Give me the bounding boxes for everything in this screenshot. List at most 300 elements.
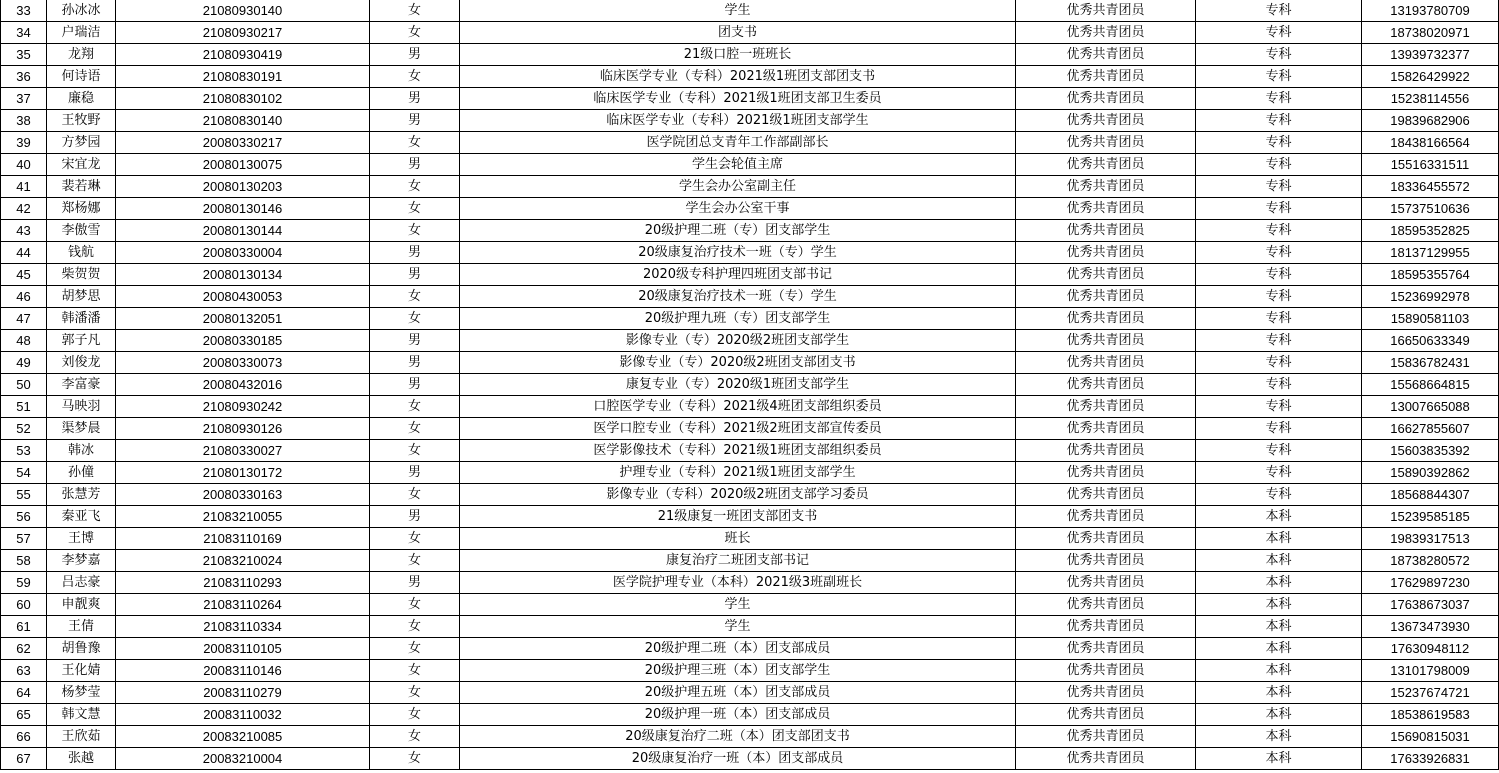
- cell-student-id: 20080432016: [116, 374, 370, 396]
- cell-position: 21级康复一班团支部团支书: [460, 506, 1016, 528]
- cell-gender: 女: [370, 484, 460, 506]
- cell-name: 龙翔: [47, 44, 116, 66]
- cell-student-id: 21080930217: [116, 22, 370, 44]
- cell-level: 本科: [1196, 528, 1362, 550]
- table-row: [1, 748, 1499, 770]
- cell-gender: 女: [370, 704, 460, 726]
- cell-index: 66: [1, 726, 47, 748]
- cell-level: 专科: [1196, 374, 1362, 396]
- cell-honor: 优秀共青团员: [1016, 176, 1196, 198]
- cell-phone: 18137129955: [1362, 242, 1499, 264]
- cell-student-id: 21083210055: [116, 506, 370, 528]
- cell-phone: 18595355764: [1362, 264, 1499, 286]
- cell-name: 杨梦莹: [47, 682, 116, 704]
- cell-position: 影像专业（专）2020级2班团支部团支书: [460, 352, 1016, 374]
- cell-level: 专科: [1196, 440, 1362, 462]
- cell-index: 46: [1, 286, 47, 308]
- cell-index: 35: [1, 44, 47, 66]
- cell-index: 63: [1, 660, 47, 682]
- cell-position: 临床医学专业（专科）2021级1班团支部学生: [460, 110, 1016, 132]
- cell-gender: 女: [370, 286, 460, 308]
- cell-honor: 优秀共青团员: [1016, 88, 1196, 110]
- cell-level: 本科: [1196, 682, 1362, 704]
- cell-gender: 女: [370, 198, 460, 220]
- cell-honor: 优秀共青团员: [1016, 682, 1196, 704]
- cell-honor: 优秀共青团员: [1016, 528, 1196, 550]
- cell-position: 20级护理二班（专）团支部学生: [460, 220, 1016, 242]
- table-row: [1, 374, 1499, 396]
- cell-student-id: 21080930126: [116, 418, 370, 440]
- cell-index: 59: [1, 572, 47, 594]
- cell-name: 王化婧: [47, 660, 116, 682]
- cell-position: 影像专业（专）2020级2班团支部学生: [460, 330, 1016, 352]
- cell-honor: 优秀共青团员: [1016, 198, 1196, 220]
- cell-student-id: 21083110334: [116, 616, 370, 638]
- table-row: [1, 22, 1499, 44]
- cell-index: 40: [1, 154, 47, 176]
- cell-gender: 男: [370, 264, 460, 286]
- cell-level: 专科: [1196, 286, 1362, 308]
- cell-phone: 15516331511: [1362, 154, 1499, 176]
- table-row: [1, 440, 1499, 462]
- cell-student-id: 20083210004: [116, 748, 370, 770]
- cell-honor: 优秀共青团员: [1016, 726, 1196, 748]
- cell-position: 学生: [460, 0, 1016, 22]
- cell-student-id: 20083110279: [116, 682, 370, 704]
- cell-position: 20级康复治疗一班（本）团支部成员: [460, 748, 1016, 770]
- cell-level: 专科: [1196, 0, 1362, 22]
- cell-name: 钱航: [47, 242, 116, 264]
- table-row: [1, 110, 1499, 132]
- cell-student-id: 20080130146: [116, 198, 370, 220]
- cell-level: 专科: [1196, 396, 1362, 418]
- cell-name: 廉稳: [47, 88, 116, 110]
- cell-gender: 男: [370, 330, 460, 352]
- cell-student-id: 20080130203: [116, 176, 370, 198]
- cell-student-id: 21083110293: [116, 572, 370, 594]
- cell-gender: 男: [370, 572, 460, 594]
- cell-level: 本科: [1196, 506, 1362, 528]
- table-row: [1, 704, 1499, 726]
- cell-phone: 15237674721: [1362, 682, 1499, 704]
- cell-student-id: 20080430053: [116, 286, 370, 308]
- cell-student-id: 21080930419: [116, 44, 370, 66]
- table-row: [1, 352, 1499, 374]
- cell-level: 专科: [1196, 352, 1362, 374]
- cell-index: 64: [1, 682, 47, 704]
- cell-position: 医学院团总支青年工作部副部长: [460, 132, 1016, 154]
- cell-name: 胡梦思: [47, 286, 116, 308]
- cell-student-id: 20080132051: [116, 308, 370, 330]
- cell-phone: 15603835392: [1362, 440, 1499, 462]
- cell-index: 34: [1, 22, 47, 44]
- cell-level: 专科: [1196, 154, 1362, 176]
- cell-gender: 男: [370, 88, 460, 110]
- cell-index: 65: [1, 704, 47, 726]
- table-row: [1, 308, 1499, 330]
- cell-phone: 18595352825: [1362, 220, 1499, 242]
- cell-gender: 女: [370, 660, 460, 682]
- table-row: [1, 88, 1499, 110]
- cell-phone: 19839682906: [1362, 110, 1499, 132]
- cell-phone: 13673473930: [1362, 616, 1499, 638]
- cell-level: 专科: [1196, 198, 1362, 220]
- cell-position: 医学影像技术（专科）2021级1班团支部组织委员: [460, 440, 1016, 462]
- cell-phone: 13939732377: [1362, 44, 1499, 66]
- cell-phone: 13007665088: [1362, 396, 1499, 418]
- table-row: [1, 462, 1499, 484]
- cell-position: 团支书: [460, 22, 1016, 44]
- cell-student-id: 21080830102: [116, 88, 370, 110]
- cell-honor: 优秀共青团员: [1016, 308, 1196, 330]
- cell-phone: 15236992978: [1362, 286, 1499, 308]
- cell-student-id: 21083110169: [116, 528, 370, 550]
- cell-student-id: 20080130144: [116, 220, 370, 242]
- cell-gender: 女: [370, 682, 460, 704]
- cell-gender: 女: [370, 440, 460, 462]
- cell-level: 专科: [1196, 22, 1362, 44]
- cell-honor: 优秀共青团员: [1016, 638, 1196, 660]
- cell-student-id: 21080330027: [116, 440, 370, 462]
- cell-gender: 女: [370, 616, 460, 638]
- cell-phone: 15890581103: [1362, 308, 1499, 330]
- cell-student-id: 20080330073: [116, 352, 370, 374]
- cell-position: 学生会办公室副主任: [460, 176, 1016, 198]
- cell-name: 韩冰: [47, 440, 116, 462]
- cell-honor: 优秀共青团员: [1016, 396, 1196, 418]
- cell-index: 57: [1, 528, 47, 550]
- cell-student-id: 21083210024: [116, 550, 370, 572]
- cell-student-id: 21080830140: [116, 110, 370, 132]
- cell-index: 61: [1, 616, 47, 638]
- cell-phone: 17633926831: [1362, 748, 1499, 770]
- cell-level: 专科: [1196, 484, 1362, 506]
- cell-position: 20级康复治疗二班（本）团支部团支书: [460, 726, 1016, 748]
- cell-level: 专科: [1196, 110, 1362, 132]
- cell-gender: 男: [370, 462, 460, 484]
- cell-gender: 女: [370, 132, 460, 154]
- cell-index: 33: [1, 0, 47, 22]
- cell-position: 20级护理九班（专）团支部学生: [460, 308, 1016, 330]
- cell-honor: 优秀共青团员: [1016, 374, 1196, 396]
- cell-name: 李梦嘉: [47, 550, 116, 572]
- cell-position: 班长: [460, 528, 1016, 550]
- cell-honor: 优秀共青团员: [1016, 44, 1196, 66]
- cell-phone: 17638673037: [1362, 594, 1499, 616]
- cell-level: 本科: [1196, 594, 1362, 616]
- cell-position: 临床医学专业（专科）2021级1班团支部卫生委员: [460, 88, 1016, 110]
- cell-position: 20级护理五班（本）团支部成员: [460, 682, 1016, 704]
- cell-level: 专科: [1196, 418, 1362, 440]
- cell-name: 裴若琳: [47, 176, 116, 198]
- cell-position: 20级护理三班（本）团支部学生: [460, 660, 1016, 682]
- cell-honor: 优秀共青团员: [1016, 352, 1196, 374]
- cell-honor: 优秀共青团员: [1016, 154, 1196, 176]
- cell-index: 37: [1, 88, 47, 110]
- cell-student-id: 20083110105: [116, 638, 370, 660]
- cell-phone: 16627855607: [1362, 418, 1499, 440]
- cell-index: 52: [1, 418, 47, 440]
- cell-index: 51: [1, 396, 47, 418]
- cell-position: 护理专业（专科）2021级1班团支部学生: [460, 462, 1016, 484]
- cell-gender: 男: [370, 110, 460, 132]
- cell-level: 专科: [1196, 242, 1362, 264]
- cell-level: 专科: [1196, 330, 1362, 352]
- cell-level: 专科: [1196, 132, 1362, 154]
- cell-position: 康复治疗二班团支部书记: [460, 550, 1016, 572]
- cell-phone: 15239585185: [1362, 506, 1499, 528]
- cell-phone: 15238114556: [1362, 88, 1499, 110]
- cell-gender: 女: [370, 594, 460, 616]
- table-row: [1, 594, 1499, 616]
- cell-honor: 优秀共青团员: [1016, 0, 1196, 22]
- cell-honor: 优秀共青团员: [1016, 506, 1196, 528]
- cell-phone: 18438166564: [1362, 132, 1499, 154]
- cell-index: 67: [1, 748, 47, 770]
- cell-position: 20级护理二班（本）团支部成员: [460, 638, 1016, 660]
- table-row: [1, 0, 1499, 22]
- cell-position: 学生: [460, 594, 1016, 616]
- cell-gender: 男: [370, 242, 460, 264]
- cell-phone: 15690815031: [1362, 726, 1499, 748]
- cell-name: 韩文慧: [47, 704, 116, 726]
- cell-phone: 17630948112: [1362, 638, 1499, 660]
- cell-level: 专科: [1196, 462, 1362, 484]
- table-row: [1, 572, 1499, 594]
- cell-honor: 优秀共青团员: [1016, 462, 1196, 484]
- cell-level: 本科: [1196, 726, 1362, 748]
- cell-phone: 18738280572: [1362, 550, 1499, 572]
- cell-index: 49: [1, 352, 47, 374]
- table-row: [1, 44, 1499, 66]
- cell-student-id: 20080330185: [116, 330, 370, 352]
- cell-honor: 优秀共青团员: [1016, 704, 1196, 726]
- cell-name: 吕志豪: [47, 572, 116, 594]
- cell-index: 44: [1, 242, 47, 264]
- cell-name: 申靓爽: [47, 594, 116, 616]
- table-row: [1, 220, 1499, 242]
- cell-position: 学生会轮值主席: [460, 154, 1016, 176]
- cell-name: 秦亚飞: [47, 506, 116, 528]
- table-row: [1, 66, 1499, 88]
- table-row: [1, 198, 1499, 220]
- cell-honor: 优秀共青团员: [1016, 572, 1196, 594]
- cell-name: 渠梦晨: [47, 418, 116, 440]
- cell-honor: 优秀共青团员: [1016, 440, 1196, 462]
- cell-position: 口腔医学专业（专科）2021级4班团支部组织委员: [460, 396, 1016, 418]
- cell-phone: 15737510636: [1362, 198, 1499, 220]
- cell-level: 本科: [1196, 616, 1362, 638]
- table-row: [1, 132, 1499, 154]
- table-row: [1, 660, 1499, 682]
- cell-gender: 男: [370, 352, 460, 374]
- table-row: [1, 682, 1499, 704]
- cell-student-id: 20080330217: [116, 132, 370, 154]
- cell-index: 45: [1, 264, 47, 286]
- cell-level: 专科: [1196, 88, 1362, 110]
- cell-student-id: 20080130075: [116, 154, 370, 176]
- cell-student-id: 21080930242: [116, 396, 370, 418]
- cell-index: 62: [1, 638, 47, 660]
- cell-index: 47: [1, 308, 47, 330]
- cell-index: 36: [1, 66, 47, 88]
- cell-phone: 15836782431: [1362, 352, 1499, 374]
- cell-level: 本科: [1196, 638, 1362, 660]
- cell-name: 孙冰冰: [47, 0, 116, 22]
- cell-level: 本科: [1196, 704, 1362, 726]
- cell-honor: 优秀共青团员: [1016, 110, 1196, 132]
- cell-name: 马映羽: [47, 396, 116, 418]
- cell-name: 张越: [47, 748, 116, 770]
- cell-name: 张慧芳: [47, 484, 116, 506]
- table-row: [1, 264, 1499, 286]
- cell-name: 宋宜龙: [47, 154, 116, 176]
- cell-index: 58: [1, 550, 47, 572]
- cell-name: 王博: [47, 528, 116, 550]
- cell-level: 专科: [1196, 220, 1362, 242]
- cell-index: 50: [1, 374, 47, 396]
- cell-name: 户瑞洁: [47, 22, 116, 44]
- cell-honor: 优秀共青团员: [1016, 220, 1196, 242]
- cell-phone: 17629897230: [1362, 572, 1499, 594]
- cell-gender: 女: [370, 176, 460, 198]
- cell-position: 20级康复治疗技术一班（专）学生: [460, 286, 1016, 308]
- cell-phone: 15890392862: [1362, 462, 1499, 484]
- cell-honor: 优秀共青团员: [1016, 330, 1196, 352]
- cell-name: 李富豪: [47, 374, 116, 396]
- cell-index: 48: [1, 330, 47, 352]
- cell-index: 43: [1, 220, 47, 242]
- cell-student-id: 21080830191: [116, 66, 370, 88]
- cell-honor: 优秀共青团员: [1016, 264, 1196, 286]
- cell-gender: 女: [370, 66, 460, 88]
- cell-position: 临床医学专业（专科）2021级1班团支部团支书: [460, 66, 1016, 88]
- table-row: [1, 176, 1499, 198]
- cell-phone: 15826429922: [1362, 66, 1499, 88]
- cell-level: 本科: [1196, 748, 1362, 770]
- cell-index: 42: [1, 198, 47, 220]
- cell-honor: 优秀共青团员: [1016, 748, 1196, 770]
- roster-rows: [1, 0, 1499, 770]
- cell-index: 56: [1, 506, 47, 528]
- cell-gender: 女: [370, 418, 460, 440]
- cell-level: 专科: [1196, 44, 1362, 66]
- cell-honor: 优秀共青团员: [1016, 66, 1196, 88]
- cell-student-id: 21080130172: [116, 462, 370, 484]
- table-row: [1, 154, 1499, 176]
- cell-phone: 18568844307: [1362, 484, 1499, 506]
- cell-honor: 优秀共青团员: [1016, 660, 1196, 682]
- table-row: [1, 418, 1499, 440]
- table-row: [1, 396, 1499, 418]
- cell-name: 韩潘潘: [47, 308, 116, 330]
- cell-honor: 优秀共青团员: [1016, 550, 1196, 572]
- cell-name: 胡鲁豫: [47, 638, 116, 660]
- cell-student-id: 20080130134: [116, 264, 370, 286]
- cell-gender: 男: [370, 44, 460, 66]
- table-row: [1, 726, 1499, 748]
- cell-gender: 女: [370, 308, 460, 330]
- cell-name: 何诗语: [47, 66, 116, 88]
- cell-index: 60: [1, 594, 47, 616]
- cell-position: 学生: [460, 616, 1016, 638]
- cell-position: 21级口腔一班班长: [460, 44, 1016, 66]
- cell-phone: 18336455572: [1362, 176, 1499, 198]
- cell-name: 李傲雪: [47, 220, 116, 242]
- cell-name: 柴贺贺: [47, 264, 116, 286]
- cell-gender: 女: [370, 396, 460, 418]
- cell-level: 本科: [1196, 550, 1362, 572]
- cell-name: 郭子凡: [47, 330, 116, 352]
- cell-level: 专科: [1196, 66, 1362, 88]
- cell-position: 2020级专科护理四班团支部书记: [460, 264, 1016, 286]
- cell-gender: 女: [370, 726, 460, 748]
- cell-index: 41: [1, 176, 47, 198]
- cell-level: 本科: [1196, 572, 1362, 594]
- cell-level: 专科: [1196, 176, 1362, 198]
- cell-name: 方梦园: [47, 132, 116, 154]
- table-row: [1, 616, 1499, 638]
- cell-name: 王牧野: [47, 110, 116, 132]
- cell-position: 20级康复治疗技术一班（专）学生: [460, 242, 1016, 264]
- cell-level: 专科: [1196, 264, 1362, 286]
- cell-name: 孙僮: [47, 462, 116, 484]
- cell-honor: 优秀共青团员: [1016, 286, 1196, 308]
- cell-student-id: 21080930140: [116, 0, 370, 22]
- cell-position: 康复专业（专）2020级1班团支部学生: [460, 374, 1016, 396]
- cell-honor: 优秀共青团员: [1016, 616, 1196, 638]
- cell-index: 55: [1, 484, 47, 506]
- cell-gender: 女: [370, 550, 460, 572]
- cell-gender: 女: [370, 0, 460, 22]
- cell-position: 医学院护理专业（本科）2021级3班副班长: [460, 572, 1016, 594]
- table-row: [1, 550, 1499, 572]
- table-row: [1, 506, 1499, 528]
- cell-student-id: 20080330004: [116, 242, 370, 264]
- table-row: [1, 638, 1499, 660]
- cell-student-id: 20083210085: [116, 726, 370, 748]
- cell-gender: 男: [370, 506, 460, 528]
- cell-name: 王欣茹: [47, 726, 116, 748]
- cell-phone: 13101798009: [1362, 660, 1499, 682]
- cell-phone: 13193780709: [1362, 0, 1499, 22]
- table-row: [1, 330, 1499, 352]
- cell-position: 影像专业（专科）2020级2班团支部学习委员: [460, 484, 1016, 506]
- cell-gender: 男: [370, 154, 460, 176]
- cell-student-id: 20083110032: [116, 704, 370, 726]
- cell-gender: 女: [370, 22, 460, 44]
- cell-gender: 女: [370, 220, 460, 242]
- cell-index: 39: [1, 132, 47, 154]
- cell-honor: 优秀共青团员: [1016, 418, 1196, 440]
- cell-student-id: 20080330163: [116, 484, 370, 506]
- cell-phone: 16650633349: [1362, 330, 1499, 352]
- cell-honor: 优秀共青团员: [1016, 22, 1196, 44]
- cell-gender: 男: [370, 374, 460, 396]
- cell-index: 38: [1, 110, 47, 132]
- cell-position: 学生会办公室干事: [460, 198, 1016, 220]
- cell-gender: 女: [370, 638, 460, 660]
- cell-name: 郑杨娜: [47, 198, 116, 220]
- cell-phone: 18538619583: [1362, 704, 1499, 726]
- cell-student-id: 20083110146: [116, 660, 370, 682]
- cell-gender: 女: [370, 748, 460, 770]
- cell-name: 王倩: [47, 616, 116, 638]
- table-row: [1, 484, 1499, 506]
- table-row: [1, 242, 1499, 264]
- cell-honor: 优秀共青团员: [1016, 484, 1196, 506]
- cell-position: 医学口腔专业（专科）2021级2班团支部宣传委员: [460, 418, 1016, 440]
